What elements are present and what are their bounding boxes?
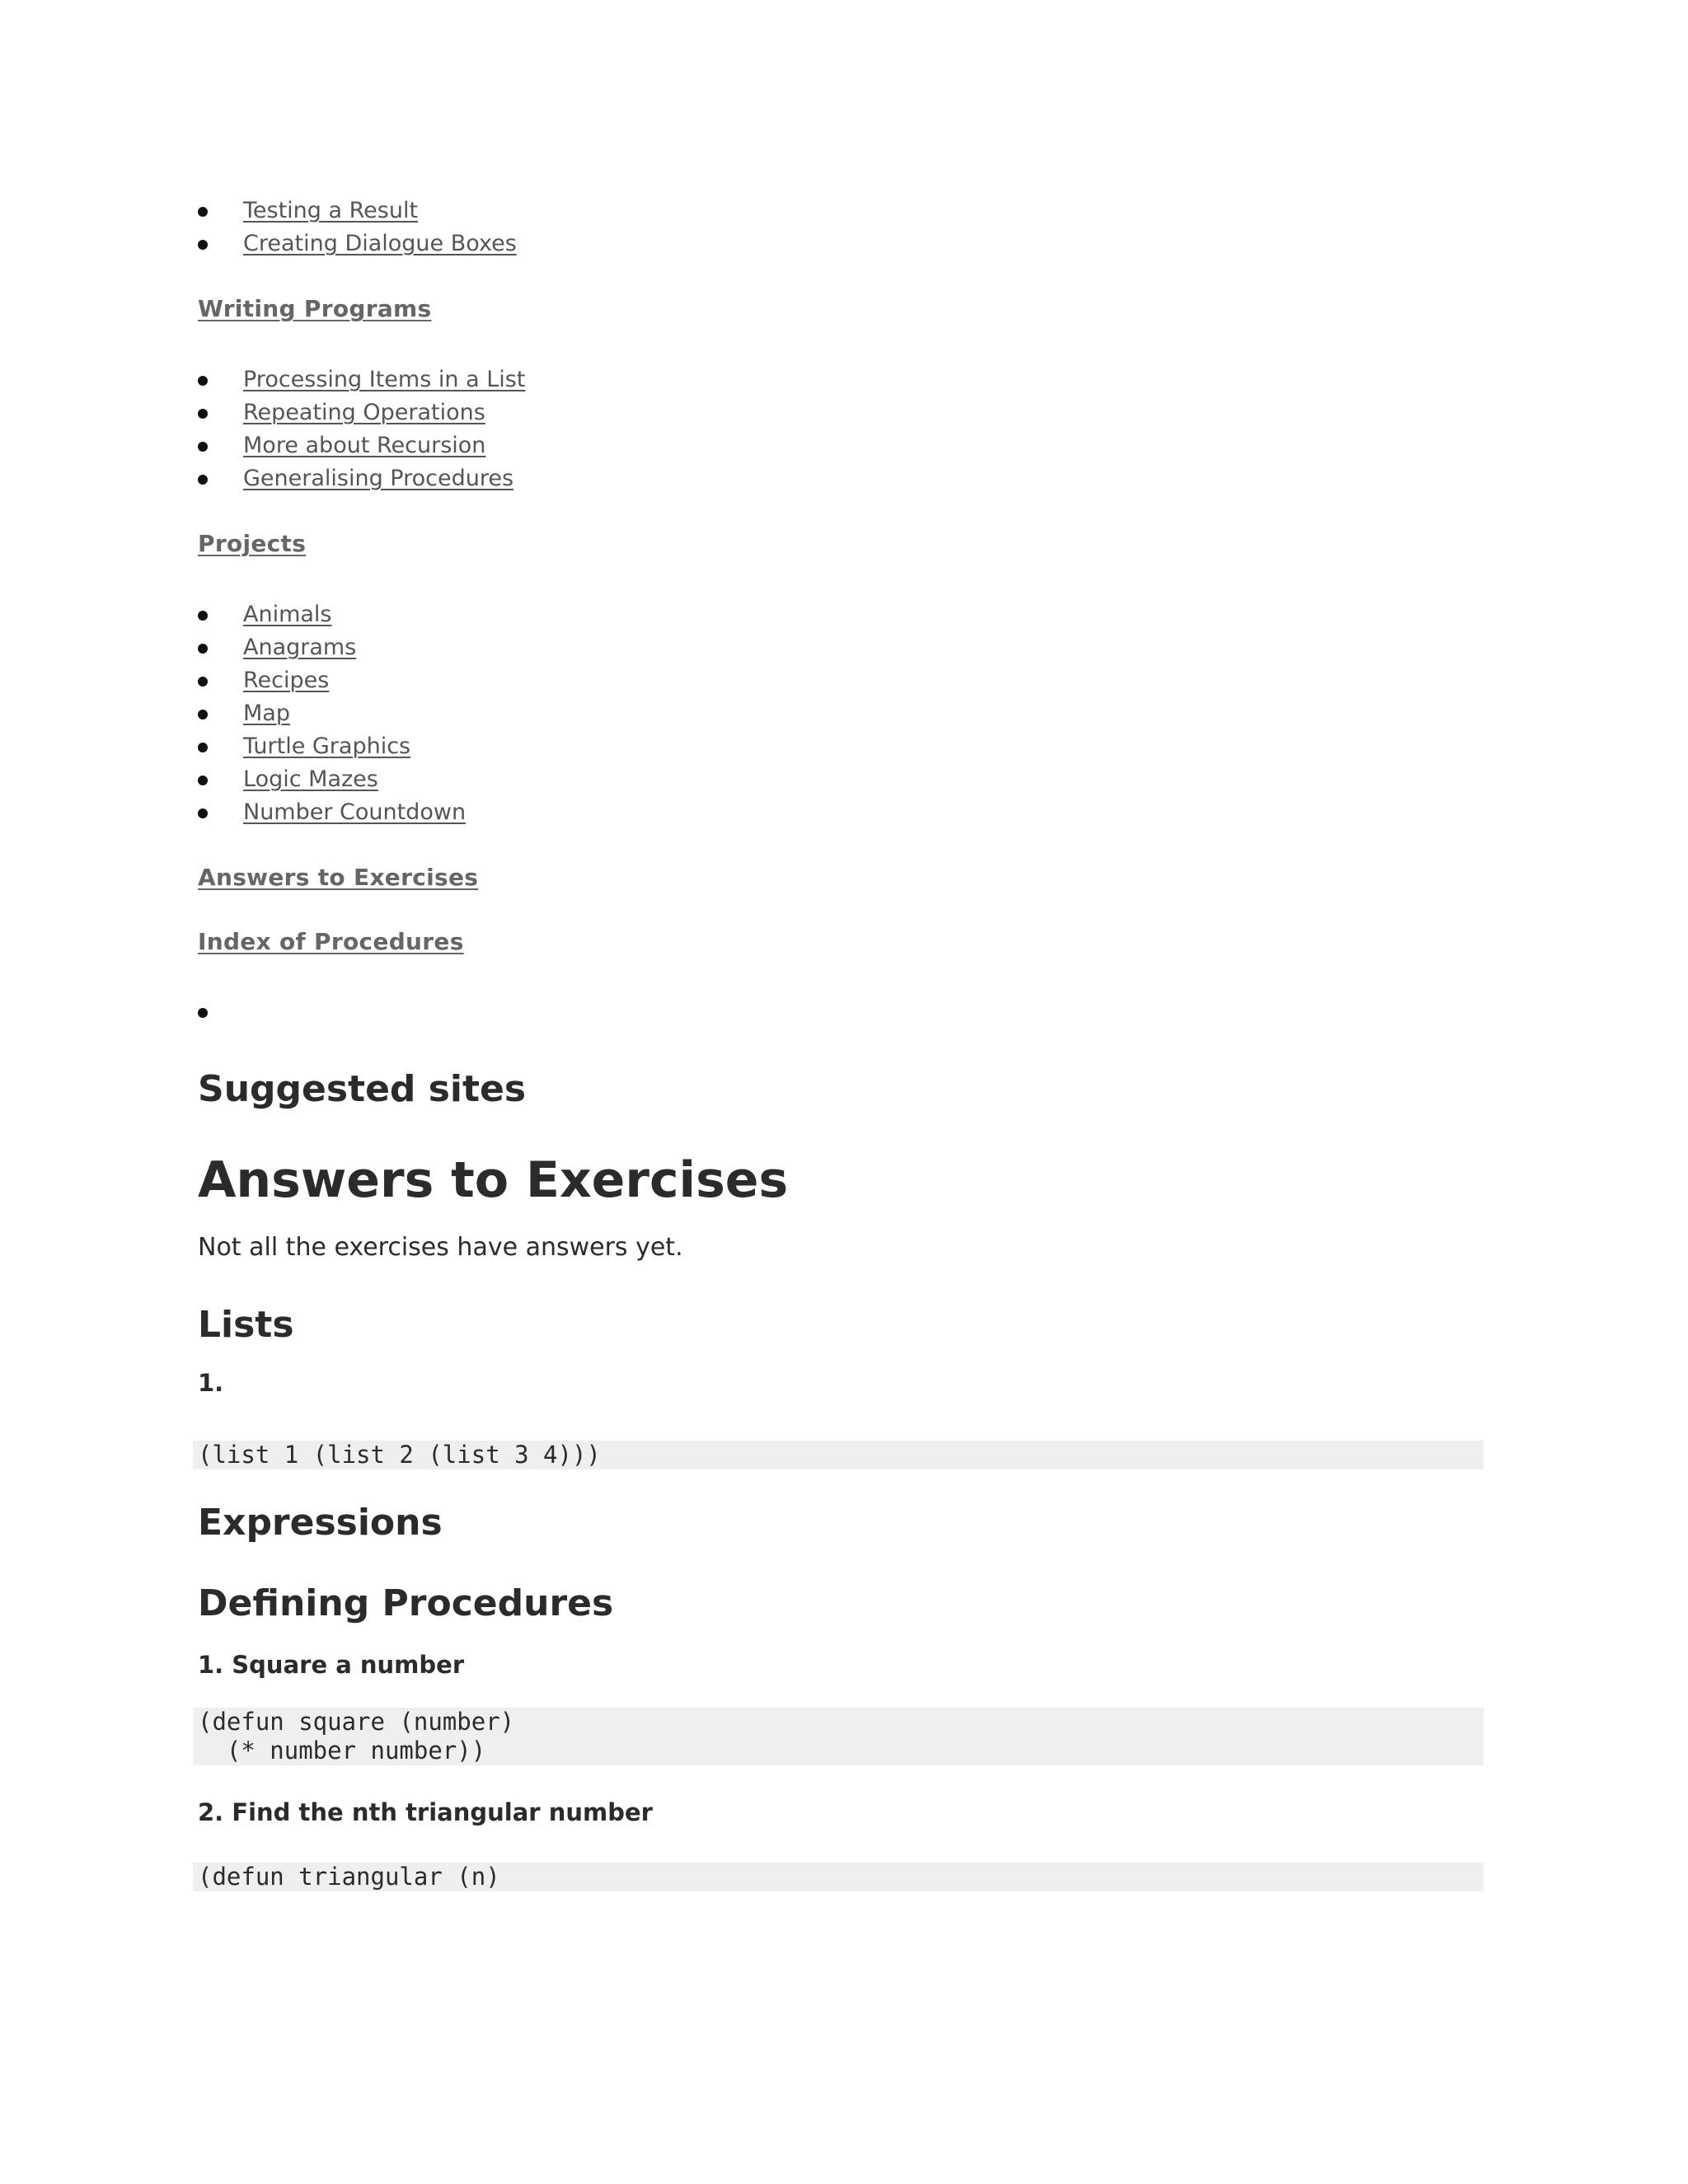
expressions-heading: Expressions: [198, 1502, 443, 1544]
link-generalising-procedures[interactable]: Generalising Procedures: [243, 466, 514, 491]
link-logic-mazes[interactable]: Logic Mazes: [243, 766, 378, 792]
list-item: [198, 631, 1489, 664]
link-animals[interactable]: Animals: [243, 602, 332, 627]
link-repeating-operations[interactable]: Repeating Operations: [243, 400, 485, 425]
intro-text: Not all the exercises have answers yet.: [198, 1233, 683, 1262]
code-block-lists: (list 1 (list 2 (list 3 4))): [193, 1441, 1484, 1469]
code-block-triangular: (defun triangular (n): [193, 1863, 1484, 1891]
page-title: Answers to Exercises: [198, 1151, 789, 1209]
lists-heading: Lists: [198, 1304, 294, 1346]
suggested-sites-heading: Suggested sites: [198, 1068, 527, 1110]
link-testing-a-result[interactable]: Testing a Result: [243, 198, 419, 223]
list-item: [198, 664, 1489, 697]
empty-list-item: [198, 996, 1489, 1029]
question-square-number: 1. Square a number: [198, 1651, 465, 1679]
page-content: [198, 194, 1489, 1891]
lists-question-1: 1.: [198, 1369, 224, 1397]
list-item: [198, 763, 1489, 796]
list-item: [198, 429, 1489, 462]
defining-procedures-heading: Defining Procedures: [198, 1582, 614, 1624]
link-more-about-recursion[interactable]: More about Recursion: [243, 433, 486, 458]
list-item: [198, 462, 1489, 495]
list-item: [198, 396, 1489, 429]
list-item: [198, 796, 1489, 829]
link-turtle-graphics[interactable]: Turtle Graphics: [243, 733, 411, 759]
writing-programs-list: [198, 363, 1489, 495]
code-block-square: (defun square (number) (* number number)): [193, 1708, 1484, 1765]
projects-list: [198, 598, 1489, 829]
link-anagrams[interactable]: Anagrams: [243, 635, 357, 660]
link-writing-programs[interactable]: Writing Programs: [198, 295, 432, 322]
link-answers-to-exercises[interactable]: Answers to Exercises: [198, 864, 479, 891]
link-map[interactable]: Map: [243, 701, 290, 726]
list-item: [198, 227, 1489, 260]
list-item: [198, 730, 1489, 763]
question-triangular-number: 2. Find the nth triangular number: [198, 1798, 653, 1826]
link-creating-dialogue-boxes[interactable]: Creating Dialogue Boxes: [243, 231, 517, 256]
list-item: [198, 194, 1489, 227]
link-index-of-procedures[interactable]: Index of Procedures: [198, 928, 464, 955]
link-number-countdown[interactable]: Number Countdown: [243, 799, 467, 825]
list-item: [198, 363, 1489, 396]
link-recipes[interactable]: Recipes: [243, 668, 330, 693]
link-processing-items[interactable]: Processing Items in a List: [243, 367, 526, 392]
list-item: [198, 697, 1489, 730]
link-projects[interactable]: Projects: [198, 530, 307, 557]
nav-top-list: [198, 194, 1489, 260]
list-item: [198, 598, 1489, 631]
